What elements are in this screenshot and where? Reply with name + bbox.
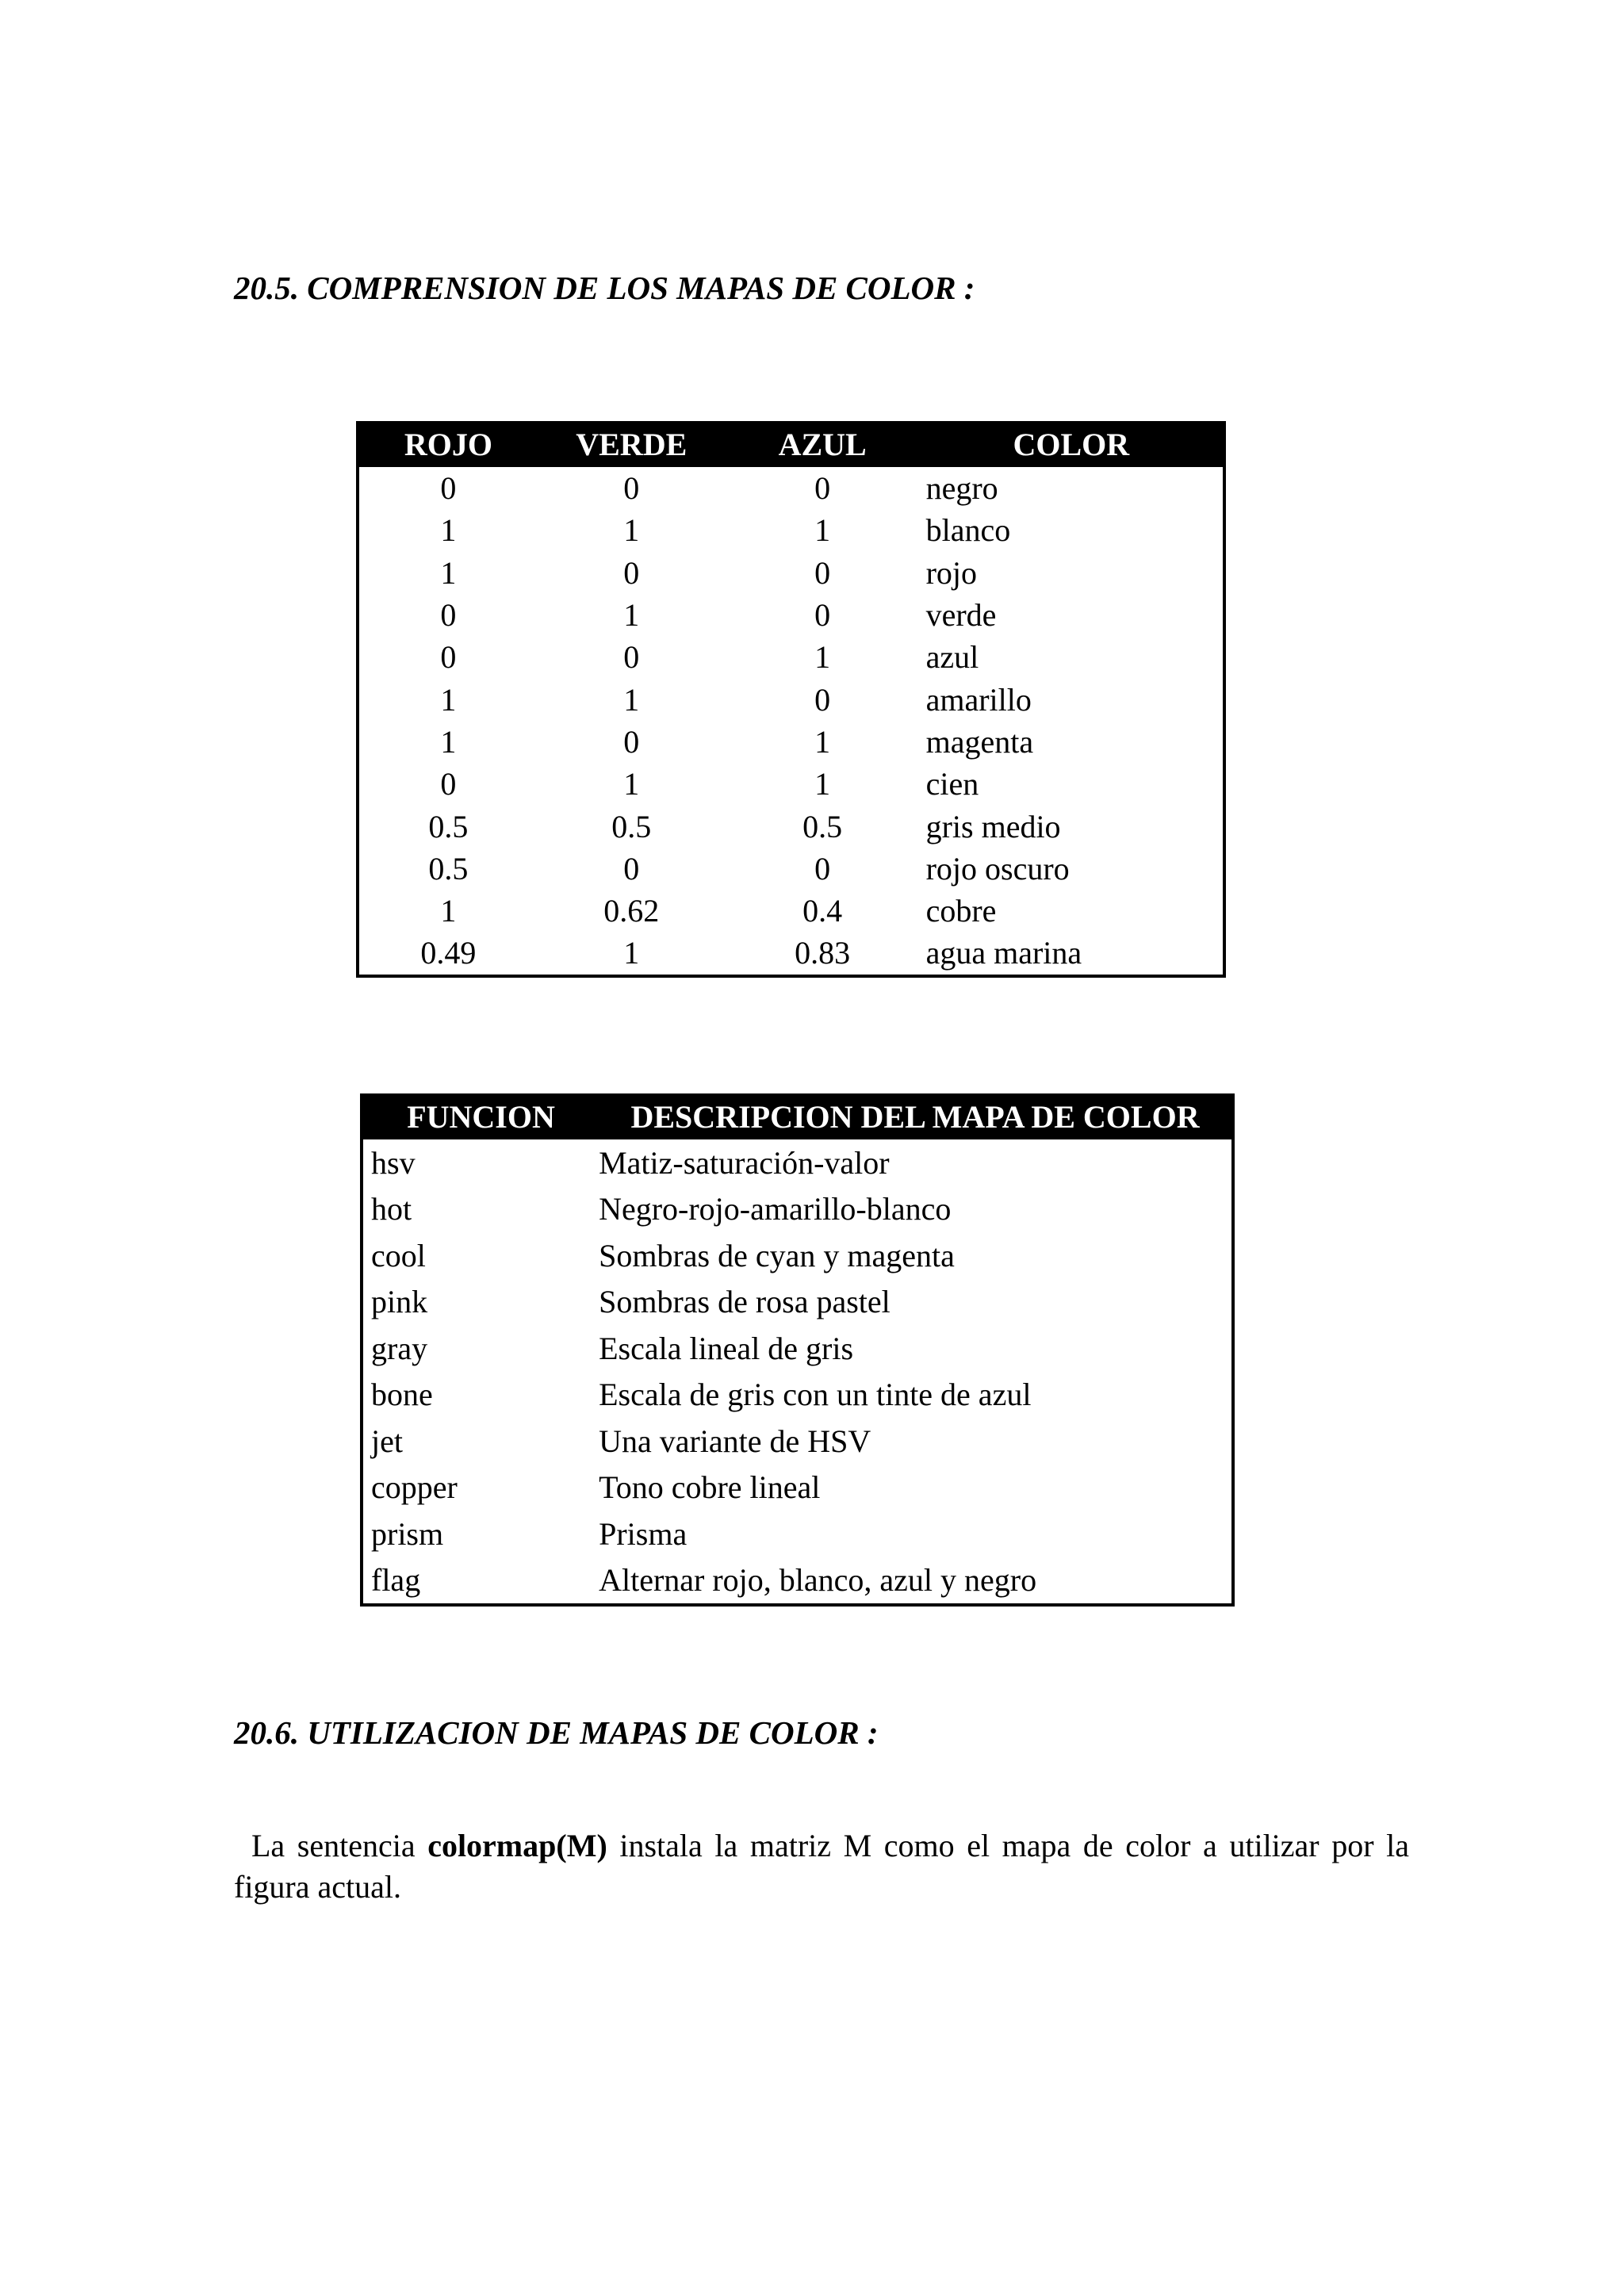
cell-function: flag [371,1562,421,1599]
cell-green: 0 [623,850,640,887]
table-row [362,1139,1233,1186]
table-header-row [358,421,1224,467]
table-row [358,932,1224,975]
cell-red: 0.5 [428,850,469,887]
header-green: VERDE [538,421,726,467]
header-blue: AZUL [726,421,920,467]
cell-blue: 1 [814,512,831,549]
cell-green: 1 [623,597,640,634]
table-row [362,1465,1233,1511]
cell-function: jet [371,1423,403,1459]
cell-function: pink [371,1284,428,1320]
cell-red: 0 [440,639,457,676]
table-row [362,1186,1233,1233]
cell-red: 0 [440,597,457,634]
cell-red: 1 [440,893,457,929]
cell-function: hsv [371,1144,416,1181]
table-row [358,552,1224,594]
cell-green: 0.62 [603,893,660,929]
table-row [362,1279,1233,1326]
cell-color-name: gris medio [925,808,1061,844]
cell-description: Negro-rojo-amarillo-blanco [599,1191,952,1227]
table-row [358,890,1224,932]
cell-description: Sombras de rosa pastel [599,1284,891,1320]
table-row [358,763,1224,805]
cell-blue: 0.5 [802,808,843,844]
colormap-functions-table [360,1093,1235,1607]
cell-green: 0 [623,723,640,760]
cell-color-name: blanco [925,512,1011,549]
cell-green: 1 [623,766,640,802]
table-row [358,594,1224,636]
table-row [358,678,1224,720]
header-color: COLOR [920,421,1224,467]
cell-color-name: magenta [925,723,1034,760]
cell-color-name: verde [925,597,997,634]
cell-color-name: cobre [925,893,997,929]
cell-blue: 0 [814,470,831,507]
cell-blue: 1 [814,723,831,760]
header-red: ROJO [358,421,538,467]
color-table-body [358,467,1224,976]
cell-description: Alternar rojo, blanco, azul y negro [599,1562,1037,1599]
cell-red: 1 [440,723,457,760]
cell-green: 1 [623,512,640,549]
header-description: DESCRIPCION DEL MAPA DE COLOR [599,1093,1233,1139]
cell-red: 0 [440,766,457,802]
cell-description: Una variante de HSV [599,1423,871,1459]
cell-function: gray [371,1330,428,1366]
table-row [362,1557,1233,1606]
cell-blue: 1 [814,639,831,676]
cell-description: Prisma [599,1515,688,1552]
cell-red: 1 [440,554,457,591]
cell-blue: 0 [814,681,831,718]
cell-description: Escala lineal de gris [599,1330,854,1366]
paragraph-lead: La sentencia [251,1828,428,1863]
cell-function: bone [371,1377,433,1413]
cell-blue: 0.83 [795,935,851,971]
cell-color-name: rojo oscuro [925,850,1070,887]
paragraph-rest: instala la matriz M como el mapa de color a utilizar por la figura actual. [234,1828,1409,1905]
cell-description: Escala de gris con un tinte de azul [599,1377,1032,1413]
cell-description: Sombras de cyan y magenta [599,1237,955,1273]
table-row [358,721,1224,763]
cell-green: 0.5 [611,808,652,844]
cell-blue: 0 [814,597,831,634]
cell-function: hot [371,1191,412,1227]
table-row [358,467,1224,509]
table-row [362,1418,1233,1465]
table-row [358,848,1224,890]
cell-color-name: rojo [925,554,978,591]
table-row [358,805,1224,847]
table-row [358,509,1224,551]
color-values-table [356,421,1226,978]
table-row [362,1511,1233,1557]
table-row [362,1232,1233,1279]
cell-red: 0 [440,470,457,507]
cell-green: 0 [623,554,640,591]
cell-blue: 0 [814,850,831,887]
cell-color-name: cien [925,766,979,802]
header-function: FUNCION [362,1093,599,1139]
section-heading-20-5: 20.5. COMPRENSION DE LOS MAPAS DE COLOR : [234,270,975,306]
cell-color-name: azul [925,639,979,676]
table-header-row [362,1093,1233,1139]
cell-blue: 0.4 [802,893,843,929]
cell-green: 0 [623,470,640,507]
cell-color-name: agua marina [925,935,1082,971]
table-row [358,636,1224,678]
body-paragraph [234,1825,1409,1908]
table-row [362,1325,1233,1372]
table-row [362,1372,1233,1419]
cell-red: 1 [440,512,457,549]
cell-color-name: amarillo [925,681,1032,718]
cell-blue: 1 [814,766,831,802]
cell-red: 0.5 [428,808,469,844]
cell-function: copper [371,1469,458,1506]
cell-description: Matiz-saturación-valor [599,1144,890,1181]
code-colormap: colormap(M) [427,1828,607,1863]
cell-color-name: negro [925,470,998,507]
cell-red: 1 [440,681,457,718]
cell-function: prism [371,1515,444,1552]
section-heading-20-6: 20.6. UTILIZACION DE MAPAS DE COLOR : [234,1714,879,1751]
cell-red: 0.49 [420,935,477,971]
cell-green: 1 [623,935,640,971]
cell-green: 1 [623,681,640,718]
cell-function: cool [371,1237,426,1273]
map-table-body [362,1139,1233,1605]
cell-blue: 0 [814,554,831,591]
cell-green: 0 [623,639,640,676]
cell-description: Tono cobre lineal [599,1469,821,1506]
